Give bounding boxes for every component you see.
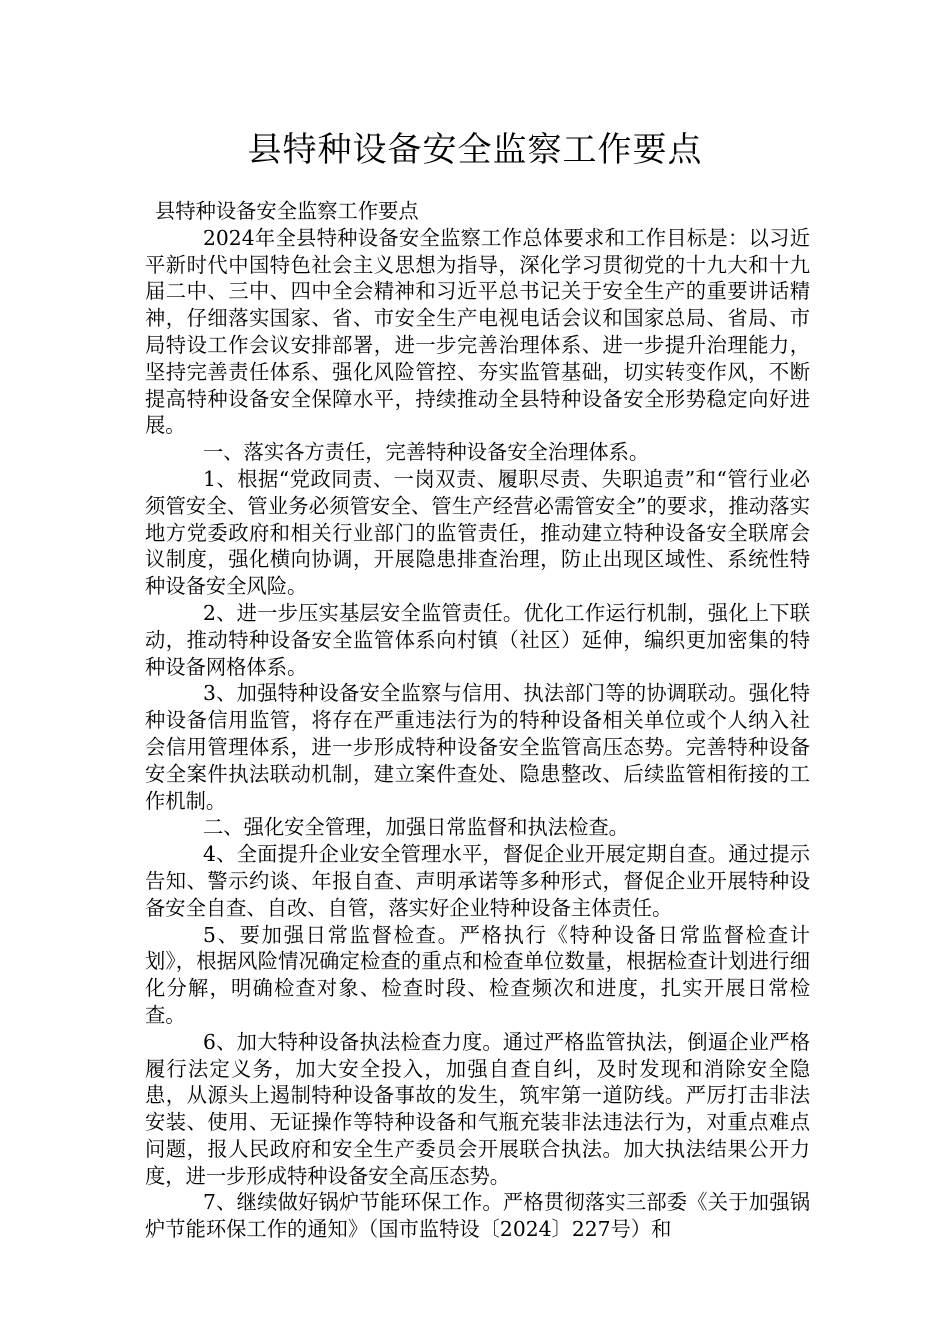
paragraph-item-1: 1、根据“党政同责、一岗双责、履职尽责、失职追责”和“管行业必须管安全、管业务必须管安全、管生产经营必需管安全”的要求，推动落实地方党委政府和相关行业部门的监管责任，推动建立特种设备安全联席会议制度，强化横向协调，开展隐患排查治理，防止出现区域性、系统性特种设备安全风险。	[145, 466, 810, 599]
paragraph-item-4: 4、全面提升企业安全管理水平，督促企业开展定期自查。通过提示告知、警示约谈、年报自查、声明承诺等多种形式，督促企业开展特种设备安全自查、自改、自管，落实好企业特种设备主体责任。	[145, 842, 810, 920]
paragraph-item-6: 6、加大特种设备执法检查力度。通过严格监管执法，倒逼企业严格履行法定义务，加大安全投入，加强自查自纠，及时发现和消除安全隐患，从源头上遏制特种设备事故的发生，筑牢第一道防线。严厉打击非法安装、使用、无证操作等特种设备和气瓶充装非法违法行为，对重点难点问题，报人民政府和安全生产委员会开展联合执法。加大执法结果公开力度，进一步形成特种设备安全高压态势。	[145, 1029, 810, 1188]
document-body	[145, 198, 810, 1243]
section-heading-1: 一、落实各方责任，完善特种设备安全治理体系。	[203, 440, 650, 465]
paragraph-item-7: 7、继续做好锅炉节能环保工作。严格贯彻落实三部委《关于加强锅炉节能环保工作的通知》（国市监特设〔2024〕227号）和	[145, 1190, 810, 1242]
paragraph-item-2: 2、进一步压实基层安全监管责任。优化工作运行机制，强化上下联动，推动特种设备安全监管体系向村镇（社区）延伸，编织更加密集的特种设备网格体系。	[145, 600, 810, 679]
document-title: 县特种设备安全监察工作要点	[247, 130, 703, 170]
paragraph-item-3: 3、加强特种设备安全监察与信用、执法部门等的协调联动。强化特种设备信用监管，将存在严重违法行为的特种设备相关单位或个人纳入社会信用管理体系，进一步形成特种设备安全监管高压态势。完善特种设备安全案件执法联动机制，建立案件查处、隐患整改、后续监管相衔接的工作机制。	[145, 681, 810, 813]
section-heading-2: 二、强化安全管理，加强日常监督和执法检查。	[203, 815, 629, 840]
paragraph-intro: 2024年全县特种设备安全监察工作总体要求和工作目标是：以习近平新时代中国特色社会主义思想为指导，深化学习贯彻党的十九大和十九届二中、三中、四中全会精神和习近平总书记关于安全生产的重要讲话精神，仔细落实国家、省、市安全生产电视电话会议和国家总局、省局、市局特设工作会议安排部署，进一步完善治理体系、进一步提升治理能力，坚持完善责任体系、强化风险管控、夯实监管基础，切实转变作风，不断提高特种设备安全保障水平，持续推动全县特种设备安全形势稳定向好进展。	[145, 225, 810, 438]
document-subtitle: 县特种设备安全监察工作要点	[155, 199, 419, 223]
paragraph-item-5: 5、要加强日常监督检查。严格执行《特种设备日常监督检查计划》，根据风险情况确定检查的重点和检查单位数量，根据检查计划进行细化分解，明确检查对象、检查时段、检查频次和进度，扎实开展日常检查。	[145, 922, 810, 1027]
